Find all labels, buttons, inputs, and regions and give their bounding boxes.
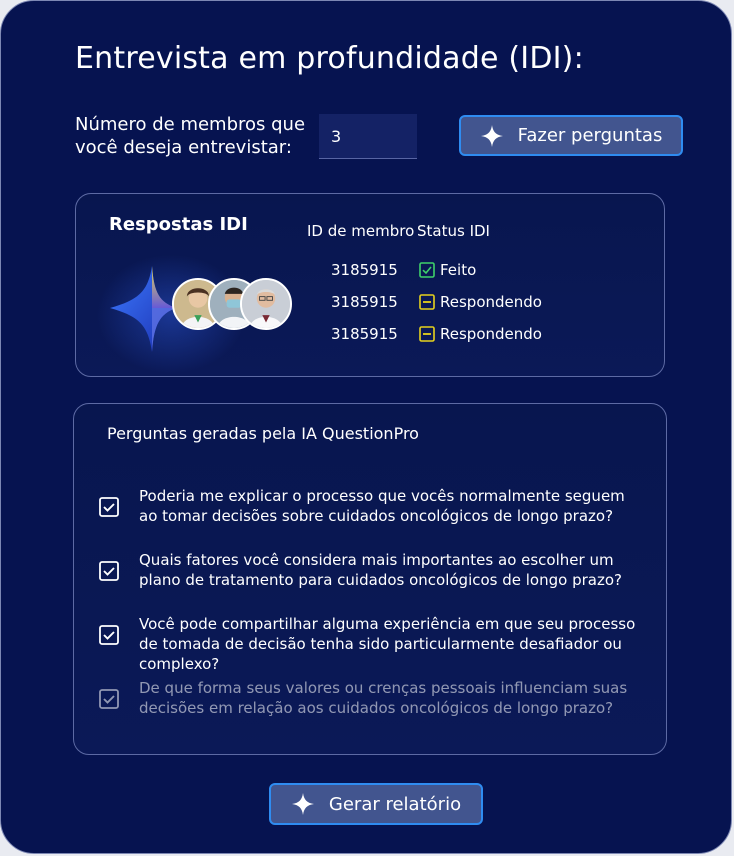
avatar [240, 278, 292, 330]
question-item [98, 486, 638, 526]
idi-responses-card [75, 193, 665, 377]
ask-questions-button[interactable] [459, 115, 683, 156]
question-text: De que forma seus valores ou crenças pessoais influenciam suas decisões em relação aos cuidados oncológicos de longo prazo? [139, 679, 628, 717]
members-count-label: Número de membros que você deseja entrevistar: [75, 114, 306, 158]
question-checkbox[interactable] [98, 688, 120, 710]
generate-report-button[interactable] [269, 783, 483, 825]
sparkle-icon [480, 124, 504, 148]
members-count-input[interactable] [319, 114, 417, 159]
in-progress-icon [419, 294, 435, 310]
question-text: Você pode compartilhar alguma experiência em que seu processo de tomada de decisão tenha sido particularmente desafiador ou complexo? [139, 615, 636, 673]
question-text: Quais fatores você considera mais importantes ao escolher um plano de tratamento para cuidados oncológicos de longo prazo? [139, 551, 622, 589]
in-progress-icon [419, 326, 435, 342]
questionpro-ai-logo-icon [108, 264, 178, 354]
check-done-icon [419, 262, 435, 278]
generate-report-label: Gerar relatório [328, 793, 462, 815]
page-title: Entrevista em profundidade (IDI): [75, 41, 584, 76]
question-checkbox[interactable] [98, 560, 120, 582]
status-cell [419, 261, 476, 279]
status-label: Respondendo [440, 325, 542, 343]
status-label: Feito [440, 261, 477, 279]
question-text: Poderia me explicar o processo que vocês normalmente seguem ao tomar decisões sobre cuidados oncológicos de longo prazo? [139, 487, 625, 525]
idi-status-column-header: Status IDI [417, 222, 490, 240]
member-id-cell: 3185915 [331, 325, 398, 343]
status-cell [419, 325, 542, 343]
question-item [98, 614, 638, 674]
question-item [98, 678, 638, 718]
status-label: Respondendo [440, 293, 542, 311]
ai-questions-card [73, 403, 667, 755]
status-cell [419, 293, 542, 311]
member-id-cell: 3185915 [331, 261, 398, 279]
responses-title: Respostas IDI [109, 214, 248, 235]
sparkle-icon [291, 792, 315, 816]
member-id-column-header: ID de membro [307, 222, 415, 240]
question-checkbox[interactable] [98, 624, 120, 646]
ask-questions-label: Fazer perguntas [517, 125, 663, 146]
question-item [98, 550, 638, 590]
questions-title: Perguntas geradas pela IA QuestionPro [107, 424, 419, 443]
question-checkbox[interactable] [98, 496, 120, 518]
member-id-cell: 3185915 [331, 293, 398, 311]
